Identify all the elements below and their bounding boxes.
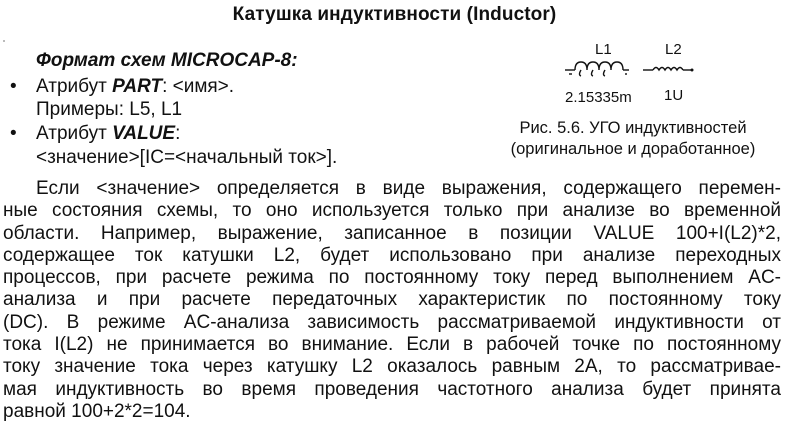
value-suffix: :: [175, 123, 181, 144]
l2-label: L2: [665, 41, 682, 58]
paragraph-line: тока I(L2) не принимается во внимание. Если в рабочей точке по постоянному: [3, 334, 781, 356]
paragraph-line: содержащее ток катушки L2, будет использовано при анализе переходных: [3, 244, 781, 266]
part-examples: Примеры: L5, L1: [36, 99, 183, 120]
paragraph-line: (DC). В режиме AC-анализа зависимость рассматриваемой индуктивности от: [3, 311, 781, 333]
part-attribute-line: [36, 76, 234, 98]
page-title: Катушка индуктивности (Inductor): [232, 4, 557, 25]
paragraph-line: току значение тока через катушку L2 оказалось равным 2А, то рассматривае-: [3, 356, 781, 378]
figure-caption-line-1: Рис. 5.6. УГО индуктивностей: [519, 119, 747, 137]
inductor-l1-symbol: [565, 62, 629, 76]
part-keyword: PART: [112, 76, 163, 97]
l2-value: 1U: [664, 87, 684, 104]
paragraph-line: области. Например, выражение, записанное в позиции VALUE 100+I(L2)*2,: [3, 222, 781, 244]
paragraph-line: Если <значение> определяется в виде выражения, содержащего перемен-: [36, 178, 781, 199]
value-keyword: VALUE: [112, 123, 176, 144]
bullet-marker-value: •: [10, 123, 17, 144]
inductor-l2-symbol: [643, 68, 693, 71]
l1-label: L1: [595, 41, 612, 58]
paragraph-line: мая индуктивность во время проведения частотного анализа будет принята: [3, 378, 781, 400]
part-prefix: Атрибут: [36, 76, 113, 97]
paragraph-line: процессов, при расчете режима по постоянному току перед выполнением AC-: [3, 267, 781, 289]
inductor-symbols-figure: [555, 38, 730, 114]
bullet-marker-part: •: [10, 76, 17, 97]
part-suffix: : <имя>.: [162, 76, 235, 97]
value-syntax: <значение>[IC=<начальный ток>].: [36, 147, 338, 168]
value-prefix: Атрибут: [36, 123, 113, 144]
format-heading: Формат схем MICROCAP-8:: [36, 50, 298, 71]
paragraph-line: анализа и при расчете передаточных характеристик по постоянному току: [3, 289, 781, 311]
l1-value: 2.15335m: [565, 89, 632, 106]
body-paragraph: [3, 178, 781, 423]
value-attribute-line: [36, 123, 180, 145]
paragraph-line: равной 100+2*2=104.: [3, 400, 191, 422]
paragraph-line: ные состояния схемы, то оно используется только при анализе во временной: [3, 200, 781, 222]
figure-caption-line-2: (оригинальное и доработанное): [510, 140, 756, 158]
scan-speck: [3, 40, 5, 42]
